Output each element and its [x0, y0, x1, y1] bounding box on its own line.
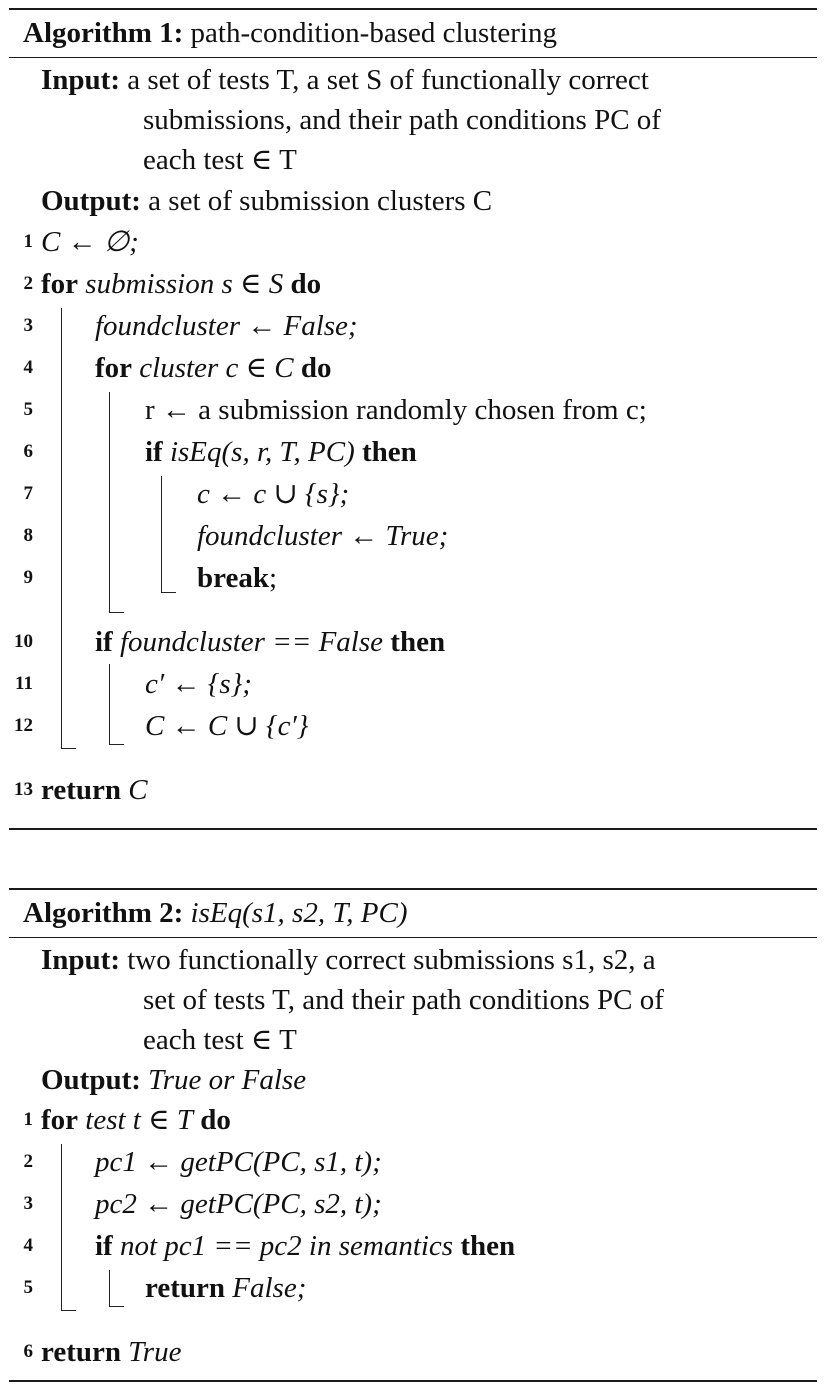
output-label: Output: [41, 1064, 141, 1096]
scope-bracket-for [61, 1144, 76, 1311]
scope-bracket-outer-for [61, 308, 76, 749]
line-text: submission s ∈ S [85, 268, 284, 300]
line-number: 2 [23, 273, 33, 294]
code-line-4 [9, 1226, 809, 1266]
code-line-3 [9, 306, 809, 346]
line-text: cluster c ∈ C [139, 352, 294, 384]
keyword-for: for [41, 268, 79, 300]
scope-bracket-inner-for [109, 392, 124, 613]
line-number: 1 [23, 231, 33, 252]
algorithm-1-block [9, 8, 817, 830]
output-line [41, 181, 492, 221]
line-text: False; [232, 1272, 307, 1304]
input-line-1 [41, 60, 649, 100]
line-text: True [128, 1336, 182, 1368]
line-text: pc2 ← getPC(PC, s2, t); [95, 1188, 382, 1220]
keyword-then: then [460, 1230, 516, 1262]
line-text: C ← ∅; [41, 226, 139, 258]
input-label: Input: [41, 64, 120, 96]
code-line-2 [9, 264, 809, 304]
line-number: 7 [23, 483, 33, 504]
line-number: 5 [23, 1277, 33, 1298]
line-text: c ← c ∪ {s}; [197, 478, 350, 510]
line-text: foundcluster == False [119, 626, 384, 658]
keyword-break: break [197, 562, 269, 594]
output-label: Output: [41, 185, 141, 217]
keyword-return: return [41, 774, 122, 806]
line-text: isEq(s, r, T, PC) [169, 436, 355, 468]
input-text-1: a set of tests T, a set S of functionally correct [127, 64, 649, 96]
code-line-10 [9, 622, 809, 662]
input-text-2: submissions, and their path conditions PC of [143, 104, 661, 136]
scope-bracket-if [161, 476, 176, 593]
input-line-1 [41, 940, 656, 980]
bottom-rule [9, 1380, 817, 1382]
keyword-return: return [145, 1272, 226, 1304]
algorithm-name: path-condition-based clustering [190, 17, 557, 49]
code-line-7 [9, 474, 809, 514]
line-number: 8 [23, 525, 33, 546]
keyword-do: do [290, 268, 322, 300]
input-line-2 [143, 980, 664, 1020]
algorithm-body [9, 938, 817, 1380]
code-line-13 [9, 770, 809, 810]
line-text: foundcluster ← True; [197, 520, 449, 552]
algorithm-label: Algorithm 2: [23, 897, 184, 929]
line-number: 10 [14, 631, 33, 652]
keyword-then: then [390, 626, 446, 658]
keyword-for: for [41, 1104, 79, 1136]
line-number: 2 [23, 1151, 33, 1172]
code-line-12 [9, 706, 809, 746]
keyword-do: do [300, 352, 332, 384]
input-line-3 [143, 140, 297, 180]
line-number: 9 [23, 567, 33, 588]
code-line-5 [9, 390, 809, 430]
scope-bracket-if [109, 1270, 124, 1307]
input-line-3 [143, 1020, 297, 1060]
output-text: a set of submission clusters C [148, 185, 493, 217]
algorithm-label: Algorithm 1: [23, 17, 184, 49]
line-text: pc1 ← getPC(PC, s1, t); [95, 1146, 382, 1178]
line-text: C ← C ∪ {c′} [145, 710, 309, 742]
keyword-if: if [145, 436, 163, 468]
algorithm-name: isEq(s1, s2, T, PC) [190, 897, 408, 929]
keyword-do: do [200, 1104, 231, 1136]
code-line-8 [9, 516, 809, 556]
line-text: foundcluster ← False; [95, 310, 358, 342]
algorithm-title [9, 890, 817, 937]
code-line-9 [9, 558, 809, 598]
input-label: Input: [41, 944, 120, 976]
code-line-6 [9, 432, 809, 472]
line-text: C [128, 774, 148, 806]
line-number: 6 [23, 441, 33, 462]
input-text-1: two functionally correct submissions s1, s2, a [127, 944, 656, 976]
code-line-5 [9, 1268, 809, 1308]
code-line-6 [9, 1332, 809, 1372]
output-line [41, 1060, 306, 1100]
input-text-3: each test ∈ T [143, 144, 297, 176]
line-text: not pc1 == pc2 in semantics [119, 1230, 454, 1262]
line-number: 12 [14, 715, 33, 736]
line-text: ; [268, 562, 278, 594]
input-text-2: set of tests T, and their path conditions PC of [143, 984, 664, 1016]
algorithm-body [9, 58, 817, 828]
output-text: True or False [148, 1064, 307, 1096]
code-line-1 [9, 222, 809, 262]
algorithm-2-block [9, 888, 817, 1382]
line-number: 5 [23, 399, 33, 420]
input-text-3: each test ∈ T [143, 1024, 297, 1056]
code-line-4 [9, 348, 809, 388]
code-line-2 [9, 1142, 809, 1182]
code-line-1 [9, 1100, 809, 1140]
line-number: 4 [23, 357, 33, 378]
algorithm-title [9, 10, 817, 57]
line-number: 3 [23, 315, 33, 336]
bottom-rule [9, 828, 817, 830]
keyword-then: then [361, 436, 417, 468]
keyword-if: if [95, 1230, 113, 1262]
line-number: 1 [23, 1109, 33, 1130]
line-number: 4 [23, 1235, 33, 1256]
code-line-11 [9, 664, 809, 704]
code-line-3 [9, 1184, 809, 1224]
line-number: 13 [14, 779, 33, 800]
keyword-if: if [95, 626, 113, 658]
line-text: test t ∈ T [85, 1104, 193, 1136]
keyword-return: return [41, 1336, 122, 1368]
keyword-for: for [95, 352, 133, 384]
input-line-2 [143, 100, 661, 140]
line-number: 3 [23, 1193, 33, 1214]
line-text: r ← a submission randomly chosen from c; [145, 394, 647, 426]
line-text: c′ ← {s}; [145, 668, 252, 700]
scope-bracket-if-notfound [109, 664, 124, 745]
line-number: 6 [23, 1341, 33, 1362]
line-number: 11 [15, 673, 33, 694]
